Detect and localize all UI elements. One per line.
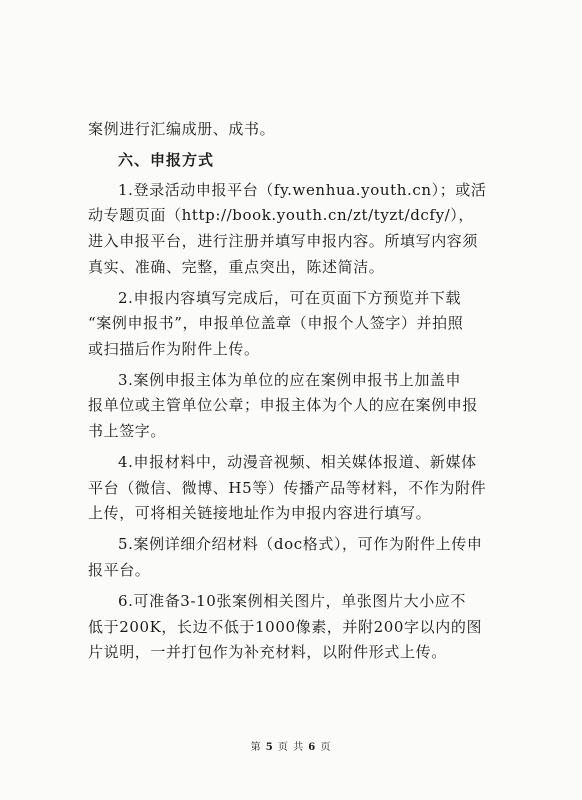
body-line: 6.可准备3-10张案例相关图片，单张图片大小应不: [118, 592, 467, 610]
body-line: 进入申报平台，进行注册并填写申报内容。所填写内容须: [88, 232, 479, 250]
body-line: 2.申报内容填写完成后，可在页面下方预览并下载: [118, 289, 462, 307]
body-line: 低于200K，长边不低于1000像素，并附200字以内的图: [88, 618, 483, 636]
body-line: 或扫描后作为附件上传。: [88, 340, 260, 358]
body-line: 5.案例详细介绍材料（doc格式），可作为附件上传申: [118, 535, 483, 553]
footer-middle: 页 共: [277, 742, 305, 753]
body-line: 书上签字。: [88, 422, 167, 440]
body-line: 案例进行汇编成册、成书。: [88, 120, 276, 138]
body-line: 1.登录活动申报平台（fy.wenhua.youth.cn）；或活: [118, 181, 487, 199]
body-line: 片说明，一并打包作为补充材料，以附件形式上传。: [88, 643, 447, 661]
body-line: 平台（微信、微博、H5等）传播产品等材料，不作为附件: [88, 479, 487, 497]
body-line: “案例申报书”，申报单位盖章（申报个人签字）并拍照: [88, 314, 464, 332]
section-heading: 六、申报方式: [118, 151, 215, 169]
body-line: 3.案例申报主体为单位的应在案例申报书上加盖申: [118, 371, 462, 389]
total-pages-number: 6: [308, 742, 317, 753]
body-line: 报单位或主管单位公章；申报主体为个人的应在案例申报: [88, 396, 479, 414]
footer-prefix: 第: [250, 742, 262, 753]
current-page-number: 5: [265, 742, 274, 753]
page-number-footer: [0, 738, 582, 753]
footer-suffix: 页: [320, 742, 332, 753]
body-line: 真实、准确、完整，重点突出，陈述简洁。: [88, 258, 385, 276]
body-line: 上传，可将相关链接地址作为申报内容进行填写。: [88, 504, 432, 522]
body-line: 动专题页面（http://book.youth.cn/zt/tyzt/dcfy/），: [88, 206, 474, 224]
body-line: 4.申报材料中，动漫音视频、相关媒体报道、新媒体: [118, 453, 477, 471]
body-line: 报平台。: [88, 561, 151, 579]
